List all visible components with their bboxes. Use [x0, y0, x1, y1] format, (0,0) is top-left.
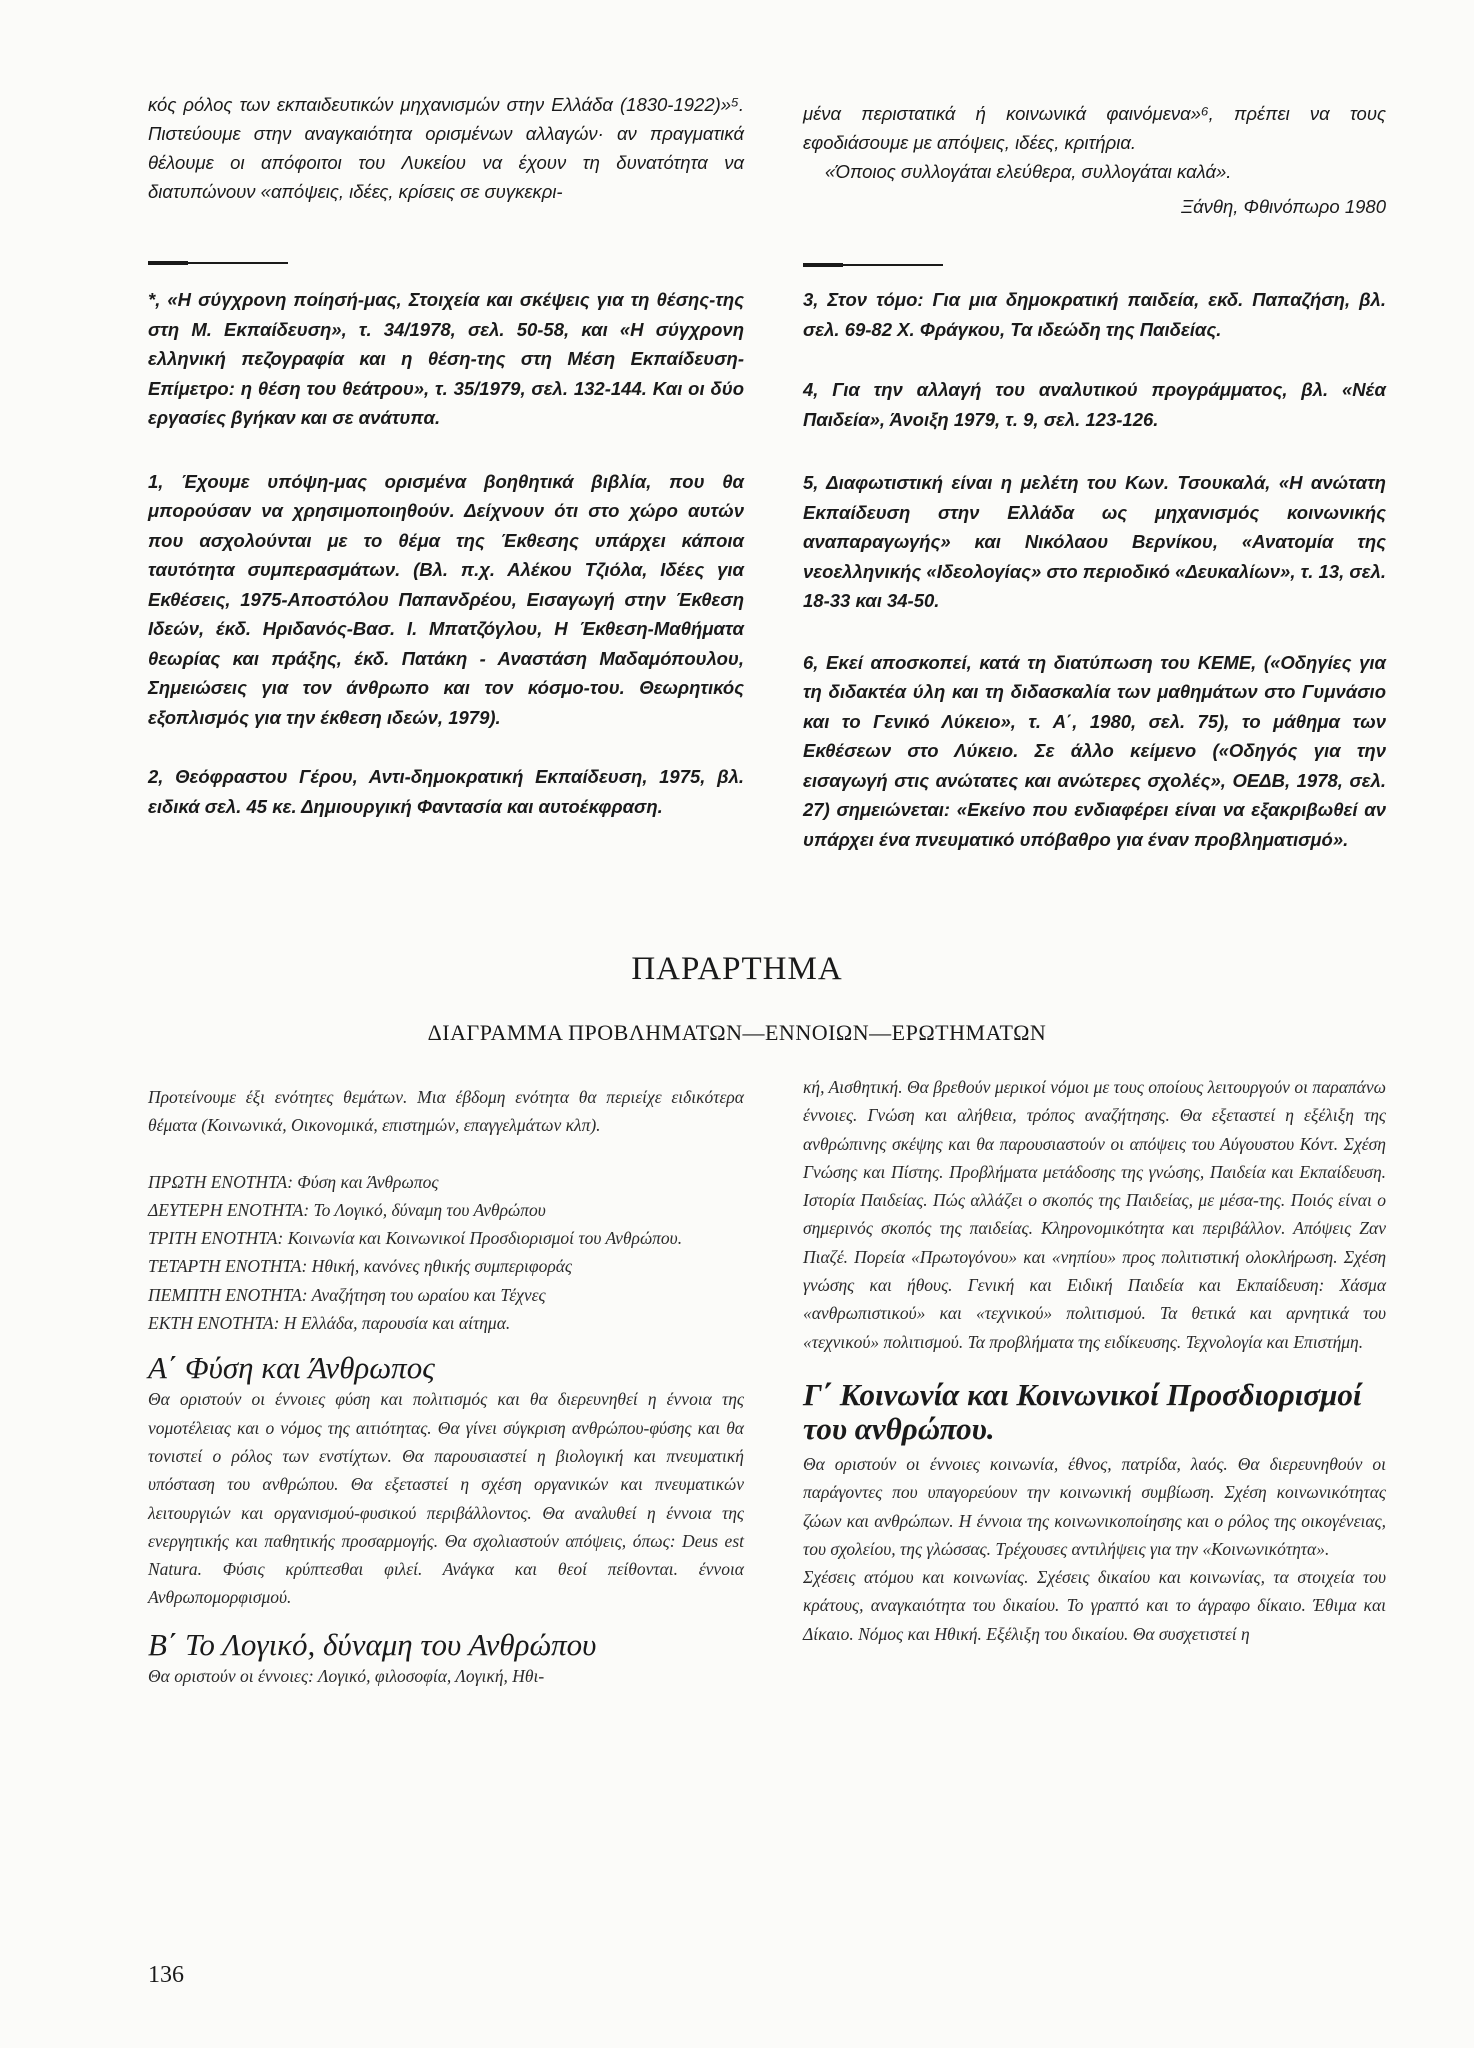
section-b-text: Θα οριστούν οι έννοιες: Λογικό, φιλοσοφία, Λογική, Ηθι-: [148, 1665, 545, 1686]
footnote-2: 2, Θεόφραστου Γέρου, Αντι-δημοκρατική Εκπαίδευση, 1975, βλ. ειδικά σελ. 45 κε. Δημιουργική Φαντασία και αυτοέκφραση.: [148, 766, 744, 817]
signature: Ξάνθη, Φθινόπωρο 1980: [1181, 196, 1386, 217]
section-b-title: Β΄ Το Λογικό, δύναμη του Ανθρώπου: [148, 1626, 597, 1662]
footnote-star: *, «Η σύγχρονη ποίησή-μας, Στοιχεία και σκέψεις για τη θέσης-της στη Μ. Εκπαίδευση», τ. 34/1978, σελ. 50-58, και «Η σύγχρονη ελληνική πεζογραφία και η θέση-της στη Μέση Εκπαίδευση-Επίμετρο: η θέση του θεάτρου», τ. 35/1979, σελ. 132-144. Και οι δύο εργασίες βγήκαν και σε ανάτυπα.: [148, 289, 744, 428]
continued-paragraph: κός ρόλος των εκπαιδευτικών μηχανισμών στην Ελλάδα (1830-1922)»⁵. Πιστεύουμε στην αναγκαιότητα ορισμένων αλλαγών· αν πραγματικά θέλουμε οι απόφοιτοι του Λυκείου να έχουν τη δυνατότητα να διατυπώνουν «απόψεις, ιδέες, κρίσεις σε συγκεκρι-: [148, 94, 744, 202]
section-c-text-2: Σχέσεις ατόμου και κοινωνίας. Σχέσεις δικαίου και κοινωνίας, τα στοιχεία του κράτους, αναγκαιότητα του δικαίου. Το γραπτό και το άγραφο δίκαιο. Έθιμα και Δίκαιο. Νόμος και Ηθική. Εξέλιξη του δικαίου. Θα συσχετιστεί η: [803, 1567, 1386, 1644]
top-right-column: [803, 99, 1386, 221]
appendix-left-column: [148, 1083, 744, 1690]
footnote-rule-right: [803, 264, 943, 266]
footnote-1: 1, Έχουμε υπόψη-μας ορισμένα βοηθητικά βιβλία, που θα μπορούσαν να χρησιμοποιηθούν. Δείχνουν ότι στο χώρο αυτών που ασχολούνται με το θέμα της Έκθεσης υπάρχει κάποια ταυτότητα συμπερασμάτων. (Βλ. π.χ. Αλέκου Τζιόλα, Ιδέες για Εκθέσεις, 1975-Αποστόλου Παπανδρέου, Εισαγωγή στην Έκθεση Ιδεών, έκδ. Ηριδανός-Βασ. Ι. Μπατζόγλου, Η Έκθεση-Μαθήματα θεωρίας και πράξης, έκδ. Πατάκη - Αναστάση Μαδαμόπουλου, Σημειώσεις για τον άνθρωπο και τον κόσμο-του. Θεωρητικός εξοπλισμός για την έκθεση ιδεών, 1979).: [148, 470, 744, 728]
unit-3: ΤΡΙΤΗ ΕΝΟΤΗΤΑ: Κοινωνία και Κοινωνικοί Προσδιορισμοί του Ανθρώπου.: [148, 1228, 683, 1249]
footnotes-right: [803, 285, 1386, 854]
section-a-text: Θα οριστούν οι έννοιες φύση και πολιτισμός και θα διερευνηθεί η έννοια της νομοτέλειας και ο νόμος της αιτιότητας. Θα γίνει σύγκριση ανθρώπου-φύσης και θα τονιστεί ο ρόλος των ενστίχτων. Θα παρουσιαστεί η βιολογική και πνευματική υπόσταση του ανθρώπου. Θα εξεταστεί η σχέση οργανικών και πνευματικών λειτουργιών και οργανισμού-φυσικού περιβάλλοντος. Θα αναλυθεί η έννοια της ενεργητικής και παθητικής προσαρμογής. Θα σχολιαστούν απόψεις, όπως: Deus est Natura. Φύσις κρύπτεσθαι φιλεί. Ανάγκα και θεοί πείθονται. έννοια Ανθρωπομορφισμού.: [148, 1389, 744, 1608]
section-a-title: Α΄ Φύση και Άνθρωπος: [148, 1350, 435, 1386]
unit-1: ΠΡΩΤΗ ΕΝΟΤΗΤΑ: Φύση και Άνθρωπος: [148, 1171, 439, 1192]
footnote-rule-left: [148, 262, 288, 264]
unit-6: ΕΚΤΗ ΕΝΟΤΗΤΑ: Η Ελλάδα, παρουσία και αίτημα.: [148, 1313, 511, 1334]
appendix-subtitle: ΔΙΑΓΡΑΜΜΑ ΠΡΟΒΛΗΜΑΤΩΝ—ΕΝΝΟΙΩΝ—ΕΡΩΤΗΜΑΤΩΝ: [427, 1020, 1047, 1045]
appendix-right-column: [803, 1073, 1386, 1648]
quote: «Όποιος συλλογάται ελεύθερα, συλλογάται καλά».: [825, 161, 1232, 182]
top-left-column: [148, 90, 744, 206]
footnote-3: 3, Στον τόμο: Για μια δημοκρατική παιδεία, εκδ. Παπαζήση, βλ. σελ. 69-82 Χ. Φράγκου, Τα ιδεώδη της Παιδείας.: [803, 289, 1386, 340]
footnote-4: 4, Για την αλλαγή του αναλυτικού προγράμματος, βλ. «Νέα Παιδεία», Άνοιξη 1979, τ. 9, σελ. 123-126.: [803, 379, 1386, 430]
unit-5: ΠΕΜΠΤΗ ΕΝΟΤΗΤΑ: Αναζήτηση του ωραίου και Τέχνες: [148, 1284, 546, 1305]
unit-2: ΔΕΥΤΕΡΗ ΕΝΟΤΗΤΑ: Το Λογικό, δύναμη του Ανθρώπου: [148, 1199, 546, 1220]
footnote-6: 6, Εκεί αποσκοπεί, κατά τη διατύπωση του ΚΕΜΕ, («Οδηγίες για τη διδακτέα ύλη και τη διδασκαλία των μαθημάτων στο Γυμνάσιο και το Γενικό Λύκειο», τ. Α΄, 1980, σελ. 75), το μάθημα των Εκθέσεων στο Λύκειο. Σε άλλο κείμενο («Οδηγός για την εισαγωγή στις ανώτατες και ανώτερες σχολές», ΟΕΔΒ, 1978, σελ. 27) σημειώνεται: «Εκείνο που ενδιαφέρει είναι να εξακριβωθεί αν υπάρχει ένα πνευματικό υπόβαθρο για έναν προβληματισμό».: [803, 651, 1386, 850]
section-c-text-1: Θα οριστούν οι έννοιες κοινωνία, έθνος, πατρίδα, λαός. Θα διερευνηθούν οι παράγοντες που υπαγορεύουν την κοινωνική συμβίωση. Σχέση κοινωνικότητας ζώων και ανθρώπων. Η έννοια της κοινωνικοποίησης και ο ρόλος της οικογένειας, του σχολείου, της γλώσσας. Τρέχουσες αντιλήψεις για την «Κοινωνικότητα».: [803, 1453, 1386, 1559]
footnote-5: 5, Διαφωτιστική είναι η μελέτη του Κων. Τσουκαλά, «Η ανώτατη Εκπαίδευση στην Ελλάδα ως μηχανισμός κοινωνικής αναπαραγωγής» και Νικόλαου Βερνίκου, «Ανατομία της νεοελληνικής «Ιδεολογίας» στο περιοδικό «Δευκαλίων», τ. 13, σελ. 18-33 και 34-50.: [803, 472, 1386, 611]
appendix-title: ΠΑΡΑΡΤΗΜΑ: [631, 951, 843, 987]
footnotes-left: [148, 285, 744, 821]
page-number: 136: [148, 1962, 184, 1988]
section-b-continuation: κή, Αισθητική. Θα βρεθούν μερικοί νόμοι με τους οποίους λειτουργούν οι παραπάνω έννοιες. Γνώση και αλήθεια, τρόπος αναζήτησης. Θα εξεταστεί η εξέλιξη της ανθρώπινης σκέψης και θα παρουσιαστούν οι απόψεις του Αύγουστου Κόντ. Σχέση Γνώσης και Πίστης. Προβλήματα μετάδοσης της γνώσης, Παιδεία και Εκπαίδευση. Ιστορία Παιδείας. Πώς αλλάζει ο σκοπός της Παιδείας, με μέσα-της. Ποιός είναι ο σημερινός σκοπός της παιδείας. Κληρονομικότητα και περιβάλλον. Απόψεις Ζαν Πιαζέ. Πορεία «Πρωτογόνου» και «νηπίου» προς πολιτιστική ολοκλήρωση. Σχέση γνώσης και ήθους. Γενική και Ειδική Παιδεία και Εκπαίδευση: Χάσμα «ανθρωπιστικού» και «τεχνικού» πολιτισμού. Τα θετικά και αρνητικά του «τεχνικού» πολιτισμού. Τα προβλήματα της ειδίκευσης. Τεχνολογία και Επιστήμη.: [803, 1077, 1386, 1352]
section-c-title: Γ΄ Κοινωνία και Κοινωνικοί Προσδιορισμοί του ανθρώπου.: [803, 1376, 1362, 1446]
unit-4: ΤΕΤΑΡΤΗ ΕΝΟΤΗΤΑ: Ηθική, κανόνες ηθικής συμπεριφοράς: [148, 1256, 573, 1277]
continued-paragraph-right: μένα περιστατικά ή κοινωνικά φαινόμενα»⁶, πρέπει να τους εφοδιάσουμε με απόψεις, ιδέες, κριτήρια.: [803, 103, 1386, 153]
intro-paragraph: Προτείνουμε έξι ενότητες θεμάτων. Μια έβδομη ενότητα θα περιείχε ειδικότερα θέματα (Κοινωνικά, Οικονομικά, επιστημών, επαγγελμάτων κλπ).: [148, 1087, 744, 1136]
